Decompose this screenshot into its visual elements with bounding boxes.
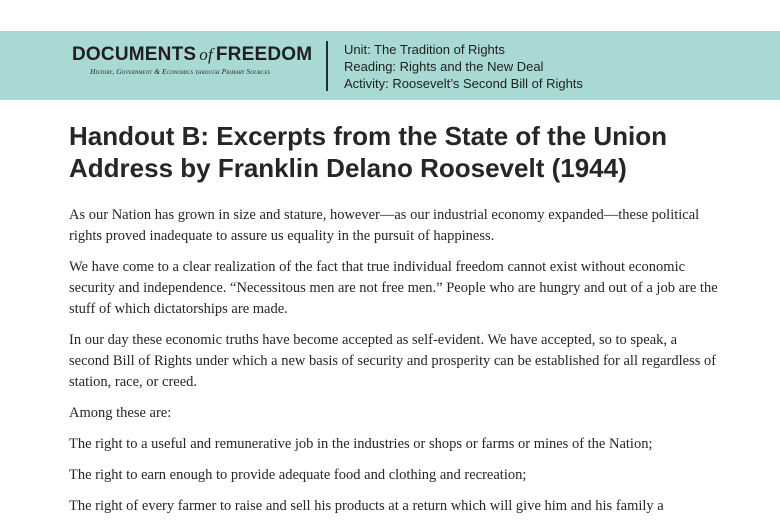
logo-title [72, 44, 312, 66]
paragraph: The right to earn enough to provide adequate food and clothing and recreation; [69, 467, 527, 483]
paragraph: The right to a useful and remunerative job in the industries or shops or farms or mines of the Nation; [69, 436, 653, 452]
logo-word-of: of [199, 45, 213, 64]
logo-tagline: History, Government & Economics through Primary Sources [90, 67, 271, 76]
activity-label: Activity: Roosevelt’s Second Bill of Rights [344, 76, 583, 91]
logo-word-freedom: FREEDOM [215, 44, 313, 65]
documents-of-freedom-logo [72, 44, 312, 76]
paragraph: Among these are: [69, 405, 172, 421]
header-banner [0, 31, 780, 100]
header-divider [326, 41, 328, 91]
lesson-info [344, 41, 583, 92]
paragraph: In our day these economic truths have become accepted as self-evident. We have accepted, so to speak, a second Bill of Rights under which a new basis of security and prosperity can be established for all regardless of station, race, or creed. [69, 332, 717, 390]
paragraph: We have come to a clear realization of the fact that true individual freedom cannot exist without economic security and independence. “Necessitous men are not free men.” People who are hungry and out of a job are the stuff of which dictatorships are made. [69, 259, 718, 317]
logo-word-documents: DOCUMENTS [72, 44, 197, 65]
paragraph: As our Nation has grown in size and stature, however—as our industrial economy expanded—these political rights proved inadequate to assure us equality in the pursuit of happiness. [69, 207, 700, 244]
paragraph: The right of every farmer to raise and sell his products at a return which will give him and his family a [69, 498, 664, 514]
reading-label: Reading: Rights and the New Deal [344, 59, 544, 74]
excerpt-body [69, 205, 719, 527]
handout-title: Handout B: Excerpts from the State of the Union Address by Franklin Delano Roosevelt (1944) [69, 121, 668, 183]
unit-label: Unit: The Tradition of Rights [344, 42, 505, 57]
